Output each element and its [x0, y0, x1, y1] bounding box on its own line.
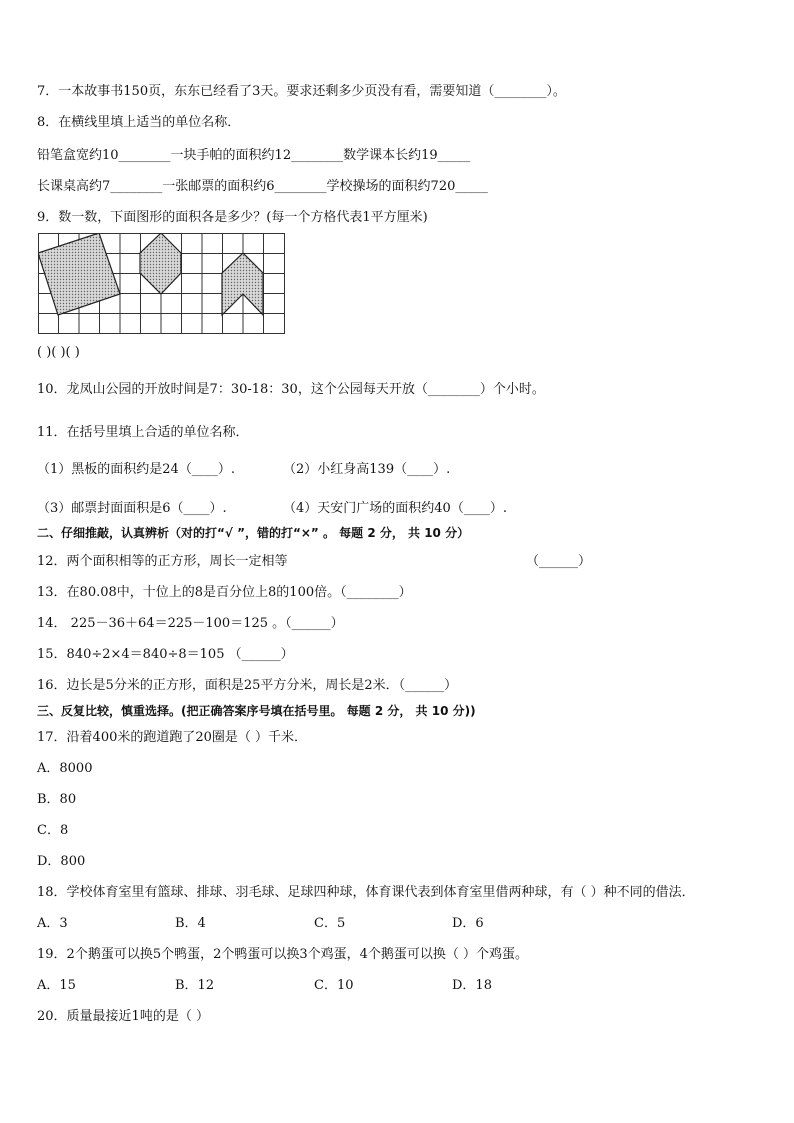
question-19-option-d: D．18 — [452, 978, 492, 993]
question-13: 13．在80.08中，十位上的8是百分位上8的100倍。（________） — [37, 585, 412, 600]
question-14: 14． 225－36＋64＝225－100＝125 。（______） — [37, 616, 344, 631]
question-20-stem: 20．质量最接近1吨的是（ ） — [37, 1009, 209, 1024]
question-12-blank: （______） — [526, 554, 592, 569]
question-19-option-a: A．15 — [37, 978, 76, 993]
question-8-row-1: 铅笔盒宽约10________一块手帕的面积约12________数学课本长约19_____ — [37, 148, 471, 163]
section-3-heading: 三、反复比较，慎重选择。(把正确答案序号填在括号里。 每题 2 分， 共 10 分)) — [37, 704, 476, 718]
question-17-option-d: D．800 — [37, 854, 86, 869]
question-19-option-c: C．10 — [314, 978, 354, 993]
question-17-stem: 17．沿着400米的跑道跑了20圈是（ ）千米． — [37, 730, 308, 745]
question-9-answers: ( )( )( ) — [37, 345, 80, 360]
question-19-stem: 19．2个鹅蛋可以换5个鸭蛋，2个鸭蛋可以换3个鸡蛋，4个鹅蛋可以换（ ）个鸡蛋。 — [37, 947, 529, 962]
question-9-stem: 9．数一数，下面图形的面积各是多少？(每一个方格代表1平方厘米) — [37, 210, 428, 225]
question-11-item-3: （3）邮票封面面积是6（____）. — [37, 501, 227, 516]
question-18-option-d: D．6 — [452, 916, 484, 931]
question-12: 12．两个面积相等的正方形，周长一定相等 — [37, 554, 288, 569]
question-8-stem: 8．在横线里填上适当的单位名称． — [37, 115, 241, 130]
question-18-option-b: B．4 — [175, 916, 206, 931]
question-17-option-c: C．8 — [37, 823, 69, 838]
question-15: 15．840÷2×4＝840÷8＝105 （______） — [37, 647, 294, 662]
question-11-item-2: （2）小红身高139（____）. — [283, 462, 451, 477]
question-17-option-b: B．80 — [37, 792, 77, 807]
section-2-heading: 二、仔细推敲，认真辨析（对的打“√ ”，错的打“×” 。 每题 2 分， 共 10 分） — [37, 526, 470, 540]
tilted-square-shape — [38, 233, 120, 315]
question-16: 16．边长是5分米的正方形，面积是25平方分米，周长是2米．（______） — [37, 678, 458, 693]
question-17-option-a: A．8000 — [37, 761, 93, 776]
question-11-stem: 11．在括号里填上合适的单位名称． — [37, 425, 249, 440]
hexagon-shape — [140, 233, 181, 294]
question-18-option-a: A．3 — [37, 916, 68, 931]
question-11-item-4: （4）天安门广场的面积约40（____）. — [283, 501, 507, 516]
question-8-row-2: 长课桌高约7________一张邮票的面积约6________学校操场的面积约720_____ — [37, 179, 488, 194]
question-7: 7．一本故事书150页，东东已经看了3天。要求还剩多少页没有看，需要知道（________）。 — [37, 84, 566, 99]
question-19-option-b: B．12 — [175, 978, 215, 993]
question-10: 10．龙凤山公园的开放时间是7：30-18：30，这个公园每天开放（________）个小时。 — [37, 382, 545, 397]
question-18-stem: 18．学校体育室里有篮球、排球、羽毛球、足球四种球，体育课代表到体育室里借两种球，有（ ）种不同的借法． — [37, 885, 695, 900]
area-grid-figure — [38, 233, 286, 335]
question-11-item-1: （1）黑板的面积约是24（____）. — [37, 462, 235, 477]
question-18-option-c: C．5 — [314, 916, 346, 931]
